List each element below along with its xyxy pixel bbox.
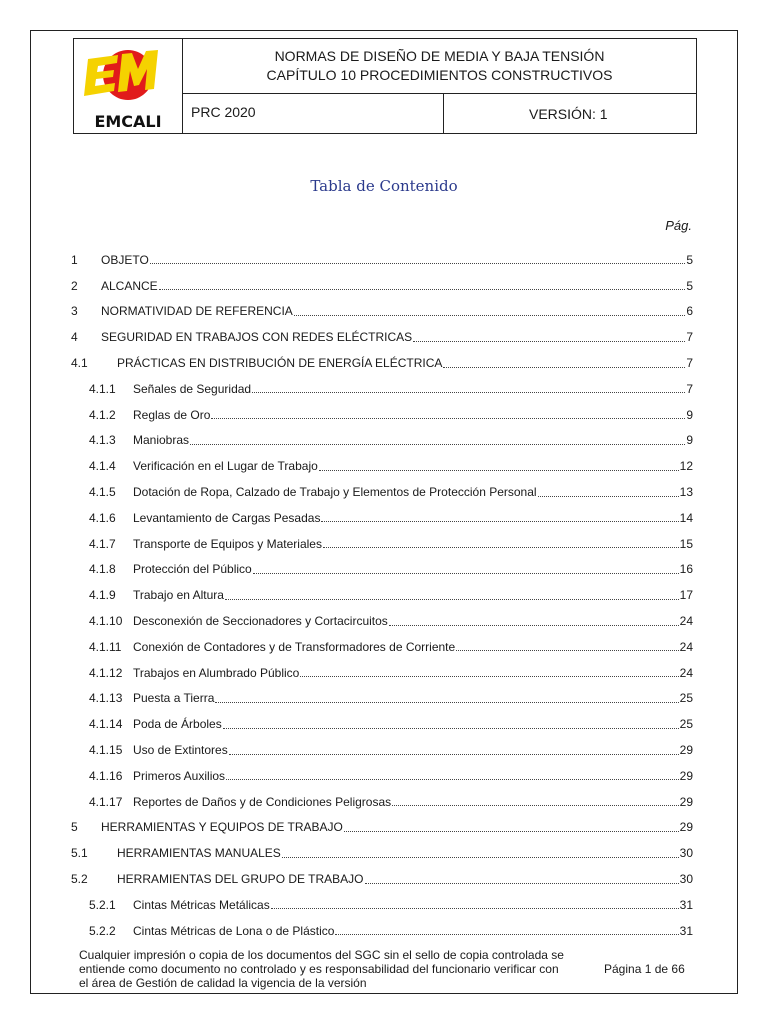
- toc-dot-leader: [215, 702, 678, 703]
- footer-line-3: el área de Gestión de calidad la vigencia de la versión: [79, 976, 367, 990]
- toc-entry-title: Cintas Métricas Metálicas: [133, 897, 270, 912]
- toc-entry-number: 4.1.1: [89, 381, 116, 396]
- toc-entry-title: Protección del Público: [133, 562, 252, 577]
- toc-dot-leader: [225, 599, 679, 600]
- toc-entry-page: 29: [679, 743, 693, 758]
- toc-dot-leader: [226, 779, 679, 780]
- toc-entry[interactable]: [71, 866, 693, 892]
- toc-entry-page: 16: [679, 562, 693, 577]
- toc-entry[interactable]: [71, 247, 693, 273]
- toc-entry-title: Dotación de Ropa, Calzado de Trabajo y Elementos de Protección Personal: [133, 485, 537, 500]
- toc-entry-number: 4.1.9: [89, 588, 116, 603]
- toc-entry[interactable]: [71, 892, 693, 918]
- toc-entry-number: 4.1.17: [89, 794, 123, 809]
- toc-entry-title: Levantamiento de Cargas Pesadas: [133, 510, 321, 525]
- toc-entry-number: 4.1.4: [89, 459, 116, 474]
- toc-dot-leader: [300, 676, 678, 677]
- logo-wordmark: EMCALI: [94, 112, 162, 131]
- toc-entry-title: NORMATIVIDAD DE REFERENCIA: [101, 304, 293, 319]
- page-column-label: Pág.: [665, 218, 692, 233]
- toc-entry-page: 29: [679, 794, 693, 809]
- toc-entry[interactable]: [71, 918, 693, 944]
- toc-entry[interactable]: [71, 737, 693, 763]
- toc-entry[interactable]: [71, 376, 693, 402]
- toc-entry-page: 15: [679, 536, 693, 551]
- toc-dot-leader: [253, 573, 679, 574]
- document-code: [183, 94, 444, 133]
- document-header: [73, 38, 697, 134]
- toc-entry-title: Poda de Árboles: [133, 717, 222, 732]
- toc-entry[interactable]: [71, 505, 693, 531]
- footer-line-1: Cualquier impresión o copia de los documentos del SGC sin el sello de copia controlada se: [79, 948, 564, 962]
- toc-dot-leader: [413, 341, 685, 342]
- toc-entry-number: 4.1.13: [89, 691, 123, 706]
- toc-entry[interactable]: [71, 557, 693, 583]
- title-line-2: CAPÍTULO 10 PROCEDIMIENTOS CONSTRUCTIVOS: [266, 67, 613, 83]
- toc-entry[interactable]: [71, 789, 693, 815]
- toc-entry-title: Conexión de Contadores y de Transformadores de Corriente: [133, 639, 456, 654]
- toc-entry[interactable]: [71, 840, 693, 866]
- toc-entry-page: 24: [679, 639, 693, 654]
- toc-entry-title: Trabajos en Alumbrado Público: [133, 665, 300, 680]
- toc-entry-page: 7: [686, 381, 693, 396]
- toc-entry-page: 30: [679, 846, 693, 861]
- toc-entry-number: 4.1.8: [89, 562, 116, 577]
- toc-entry-title: HERRAMIENTAS Y EQUIPOS DE TRABAJO: [101, 820, 343, 835]
- toc-entry-title: Maniobras: [133, 433, 190, 448]
- toc-entry-title: Verificación en el Lugar de Trabajo: [133, 459, 318, 474]
- toc-entry-title: Trabajo en Altura: [133, 588, 224, 603]
- toc-entry-page: 7: [686, 356, 693, 371]
- toc-entry-title: Cintas Métricas de Lona o de Plástico: [133, 923, 335, 938]
- toc-entry[interactable]: [71, 608, 693, 634]
- toc-entry-title: Desconexión de Seccionadores y Cortacircuitos: [133, 614, 388, 629]
- toc-entry-number: 1: [71, 252, 78, 267]
- toc-dot-leader: [190, 444, 685, 445]
- toc-entry-page: 17: [679, 588, 693, 603]
- toc-entry-page: 12: [679, 459, 693, 474]
- toc-dot-leader: [389, 625, 679, 626]
- toc-entry-number: 4.1: [71, 356, 88, 371]
- toc-entry-page: 29: [679, 820, 693, 835]
- toc-entry-page: 9: [686, 407, 693, 422]
- toc-dot-leader: [392, 805, 678, 806]
- toc-dot-leader: [159, 289, 686, 290]
- emcali-logo-icon: [74, 39, 182, 133]
- toc-dot-leader: [229, 754, 679, 755]
- toc-entry-page: 31: [679, 897, 693, 912]
- toc-entry-number: 5.2.1: [89, 897, 116, 912]
- toc-entry-number: 4.1.6: [89, 510, 116, 525]
- toc-dot-leader: [443, 367, 685, 368]
- toc-entry-number: 4: [71, 330, 78, 345]
- document-title: [183, 39, 696, 94]
- toc-entry-page: 5: [686, 252, 693, 267]
- emcali-logo: [74, 39, 183, 133]
- table-of-contents: [71, 247, 693, 944]
- toc-entry[interactable]: [71, 686, 693, 712]
- document-version: [444, 94, 696, 133]
- toc-entry[interactable]: [71, 634, 693, 660]
- toc-entry-page: 5: [686, 278, 693, 293]
- toc-dot-leader: [335, 934, 678, 935]
- toc-entry-page: 24: [679, 614, 693, 629]
- toc-entry[interactable]: [71, 711, 693, 737]
- toc-entry-page: 24: [679, 665, 693, 680]
- toc-entry[interactable]: [71, 453, 693, 479]
- toc-entry-page: 14: [679, 510, 693, 525]
- toc-entry-title: Reportes de Daños y de Condiciones Peligrosas: [133, 794, 392, 809]
- toc-entry[interactable]: [71, 660, 693, 686]
- toc-entry[interactable]: [71, 350, 693, 376]
- toc-entry-number: 5.2.2: [89, 923, 116, 938]
- footer-page-number: Página 1 de 66: [604, 962, 685, 976]
- toc-dot-leader: [223, 728, 679, 729]
- document-version-text: VERSIÓN: 1: [529, 106, 608, 122]
- toc-entry-page: 30: [679, 872, 693, 887]
- toc-dot-leader: [538, 496, 679, 497]
- toc-entry[interactable]: [71, 402, 693, 428]
- toc-dot-leader: [323, 547, 679, 548]
- toc-entry-title: Señales de Seguridad: [133, 381, 252, 396]
- toc-entry-title: ALCANCE: [101, 278, 158, 293]
- document-code-text: PRC 2020: [191, 104, 256, 120]
- toc-entry-number: 4.1.2: [89, 407, 116, 422]
- toc-entry-title: Uso de Extintores: [133, 743, 228, 758]
- toc-entry[interactable]: [71, 582, 693, 608]
- toc-dot-leader: [319, 470, 679, 471]
- toc-dot-leader: [282, 857, 679, 858]
- toc-entry-number: 4.1.11: [89, 639, 122, 654]
- toc-entry[interactable]: [71, 428, 693, 454]
- toc-entry-title: HERRAMIENTAS MANUALES: [117, 846, 281, 861]
- toc-dot-leader: [294, 315, 686, 316]
- toc-dot-leader: [365, 883, 679, 884]
- toc-entry-number: 4.1.12: [89, 665, 123, 680]
- toc-entry-title: Puesta a Tierra: [133, 691, 215, 706]
- toc-entry-page: 25: [679, 717, 693, 732]
- toc-entry-number: 2: [71, 278, 78, 293]
- toc-entry-number: 4.1.3: [89, 433, 116, 448]
- toc-dot-leader: [456, 650, 678, 651]
- toc-dot-leader: [344, 831, 679, 832]
- toc-title: Tabla de Contenido: [310, 177, 458, 195]
- footer-line-2: entiende como documento no controlado y es responsabilidad del funcionario verificar con: [79, 962, 559, 976]
- toc-entry[interactable]: [71, 815, 693, 841]
- toc-dot-leader: [271, 908, 679, 909]
- toc-entry[interactable]: [71, 324, 693, 350]
- toc-entry-page: 29: [679, 768, 693, 783]
- toc-entry-number: 4.1.10: [89, 614, 123, 629]
- toc-dot-leader: [150, 263, 686, 264]
- toc-entry-title: Primeros Auxilios: [133, 768, 226, 783]
- toc-entry-title: SEGURIDAD EN TRABAJOS CON REDES ELÉCTRICAS: [101, 330, 413, 345]
- toc-entry[interactable]: [71, 299, 693, 325]
- toc-entry-page: 25: [679, 691, 693, 706]
- toc-entry-page: 31: [679, 923, 693, 938]
- footer-disclaimer: [79, 948, 589, 990]
- toc-entry[interactable]: [71, 531, 693, 557]
- toc-entry-number: 5.2: [71, 872, 88, 887]
- toc-entry-number: 4.1.5: [89, 485, 116, 500]
- toc-entry-number: 4.1.15: [89, 743, 123, 758]
- toc-entry-title: Reglas de Oro: [133, 407, 211, 422]
- toc-entry-page: 7: [686, 330, 693, 345]
- toc-entry-page: 13: [679, 485, 693, 500]
- toc-entry-title: Transporte de Equipos y Materiales: [133, 536, 322, 551]
- toc-entry-title: PRÁCTICAS EN DISTRIBUCIÓN DE ENERGÍA ELÉCTRICA: [117, 356, 443, 371]
- toc-entry-title: HERRAMIENTAS DEL GRUPO DE TRABAJO: [117, 872, 364, 887]
- title-line-1: NORMAS DE DISEÑO DE MEDIA Y BAJA TENSIÓN: [274, 48, 605, 64]
- toc-entry-number: 5.1: [71, 846, 88, 861]
- toc-entry[interactable]: [71, 763, 693, 789]
- toc-dot-leader: [211, 418, 685, 419]
- toc-entry-page: 6: [686, 304, 693, 319]
- toc-entry-number: 5: [71, 820, 78, 835]
- toc-entry-number: 4.1.7: [89, 536, 116, 551]
- toc-dot-leader: [252, 392, 685, 393]
- toc-entry-page: 9: [686, 433, 693, 448]
- toc-dot-leader: [321, 521, 678, 522]
- toc-entry-number: 4.1.14: [89, 717, 123, 732]
- toc-entry[interactable]: [71, 273, 693, 299]
- toc-entry-title: OBJETO: [101, 252, 149, 267]
- toc-entry-number: 4.1.16: [89, 768, 123, 783]
- toc-entry-number: 3: [71, 304, 78, 319]
- toc-entry[interactable]: [71, 479, 693, 505]
